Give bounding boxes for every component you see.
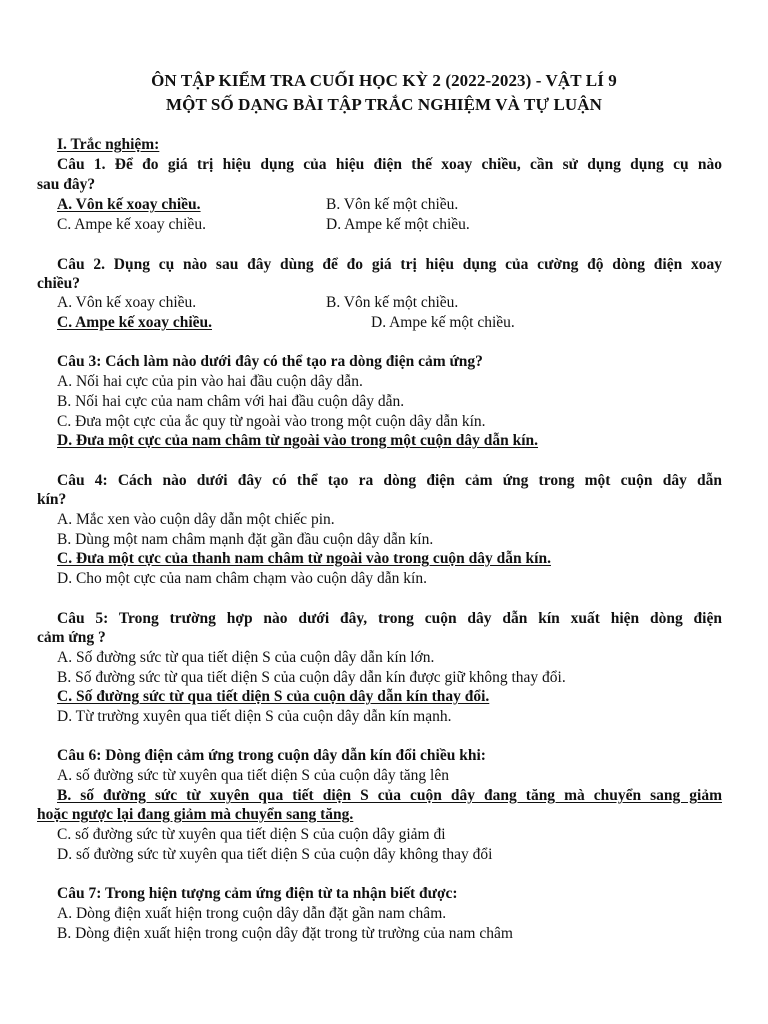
question-5-option-c: C. Số đường sức từ qua tiết diện S của cuộn dây dẫn kín thay đổi. (57, 688, 490, 705)
question-7-option-a: A. Dòng điện xuất hiện trong cuộn dây dẫn đặt gần nam châm. (57, 905, 447, 922)
document-title: ÔN TẬP KIỂM TRA CUỐI HỌC KỲ 2 (2022-2023) - VẬT LÍ 9 (151, 71, 617, 90)
question-1-option-c: C. Ampe kế xoay chiều. (57, 216, 206, 233)
question-2-option-b: B. Vôn kế một chiều. (326, 294, 459, 311)
question-2-text-cont: chiều? (37, 275, 81, 292)
question-5-text: Câu 5: Trong trường hợp nào dưới đây, trong cuộn dây dẫn kín xuất hiện dòng điện (57, 610, 722, 627)
question-1-text-cont: sau đây? (37, 176, 96, 193)
question-1-option-b: B. Vôn kế một chiều. (326, 196, 459, 213)
question-2-option-d: D. Ampe kế một chiều. (371, 314, 515, 331)
question-3-option-d: D. Đưa một cực của nam châm từ ngoài vào trong một cuộn dây dẫn kín. (57, 432, 539, 449)
question-7-option-b: B. Dòng điện xuất hiện trong cuộn dây đặt trong từ trường của nam châm (57, 925, 513, 942)
question-6-option-c: C. số đường sức từ xuyên qua tiết diện S của cuộn dây giảm đi (57, 826, 446, 843)
question-3-option-a: A. Nối hai cực của pin vào hai đầu cuộn dây dẫn. (57, 373, 363, 390)
question-2-option-c: C. Ampe kế xoay chiều. (57, 314, 212, 331)
question-4-option-c: C. Đưa một cực của thanh nam châm từ ngoài vào trong cuộn dây dẫn kín. (57, 550, 551, 567)
question-6-option-b: B. số đường sức từ xuyên qua tiết diện S của cuộn dây đang tăng mà chuyển sang giảm (57, 787, 722, 804)
question-6-option-a: A. số đường sức từ xuyên qua tiết diện S của cuộn dây tăng lên (57, 767, 449, 784)
question-6-option-d: D. số đường sức từ xuyên qua tiết diện S của cuộn dây không thay đổi (57, 846, 493, 863)
question-4-option-b: B. Dùng một nam châm mạnh đặt gần đầu cuộn dây dẫn kín. (57, 531, 434, 548)
question-6-option-b-cont: hoặc ngược lại đang giảm mà chuyển sang tăng. (37, 806, 354, 823)
question-5-option-b: B. Số đường sức từ qua tiết diện S của cuộn dây dẫn kín được giữ không thay đổi. (57, 669, 566, 686)
question-3-text: Câu 3: Cách làm nào dưới đây có thể tạo ra dòng điện cảm ứng? (57, 353, 483, 370)
document-subtitle: MỘT SỐ DẠNG BÀI TẬP TRẮC NGHIỆM VÀ TỰ LUẬN (165, 95, 603, 114)
question-5-option-d: D. Từ trường xuyên qua tiết diện S của cuộn dây dẫn kín mạnh. (57, 708, 452, 725)
question-3-option-c: C. Đưa một cực của ắc quy từ ngoài vào trong một cuộn dây dẫn kín. (57, 413, 486, 430)
question-1-text: Câu 1. Để đo giá trị hiệu dụng của hiệu điện thế xoay chiều, cần sử dụng dụng cụ nào (57, 156, 722, 173)
section-heading: I. Trắc nghiệm: (57, 136, 160, 153)
question-2-text: Câu 2. Dụng cụ nào sau đây dùng để đo giá trị hiệu dụng của cường độ dòng điện xoay (57, 256, 722, 273)
question-6-text: Câu 6: Dòng điện cảm ứng trong cuộn dây dẫn kín đổi chiều khi: (57, 747, 486, 764)
question-2-option-a: A. Vôn kế xoay chiều. (57, 294, 197, 311)
question-5-text-cont: cảm ứng ? (37, 629, 106, 646)
question-1-option-d: D. Ampe kế một chiều. (326, 216, 470, 233)
question-4-option-d: D. Cho một cực của nam châm chạm vào cuộn dây dẫn kín. (57, 570, 427, 587)
question-5-option-a: A. Số đường sức từ qua tiết diện S của cuộn dây dẫn kín lớn. (57, 649, 435, 666)
question-4-option-a: A. Mắc xen vào cuộn dây dẫn một chiếc pin. (57, 511, 335, 528)
question-4-text-cont: kín? (37, 491, 67, 508)
question-7-text: Câu 7: Trong hiện tượng cảm ứng điện từ ta nhận biết được: (57, 885, 458, 902)
question-1-option-a: A. Vôn kế xoay chiều. (57, 196, 201, 213)
question-3-option-b: B. Nối hai cực của nam châm với hai đầu cuộn dây dẫn. (57, 393, 405, 410)
question-4-text: Câu 4: Cách nào dưới đây có thể tạo ra dòng điện cảm ứng trong một cuộn dây dẫn (57, 472, 722, 489)
